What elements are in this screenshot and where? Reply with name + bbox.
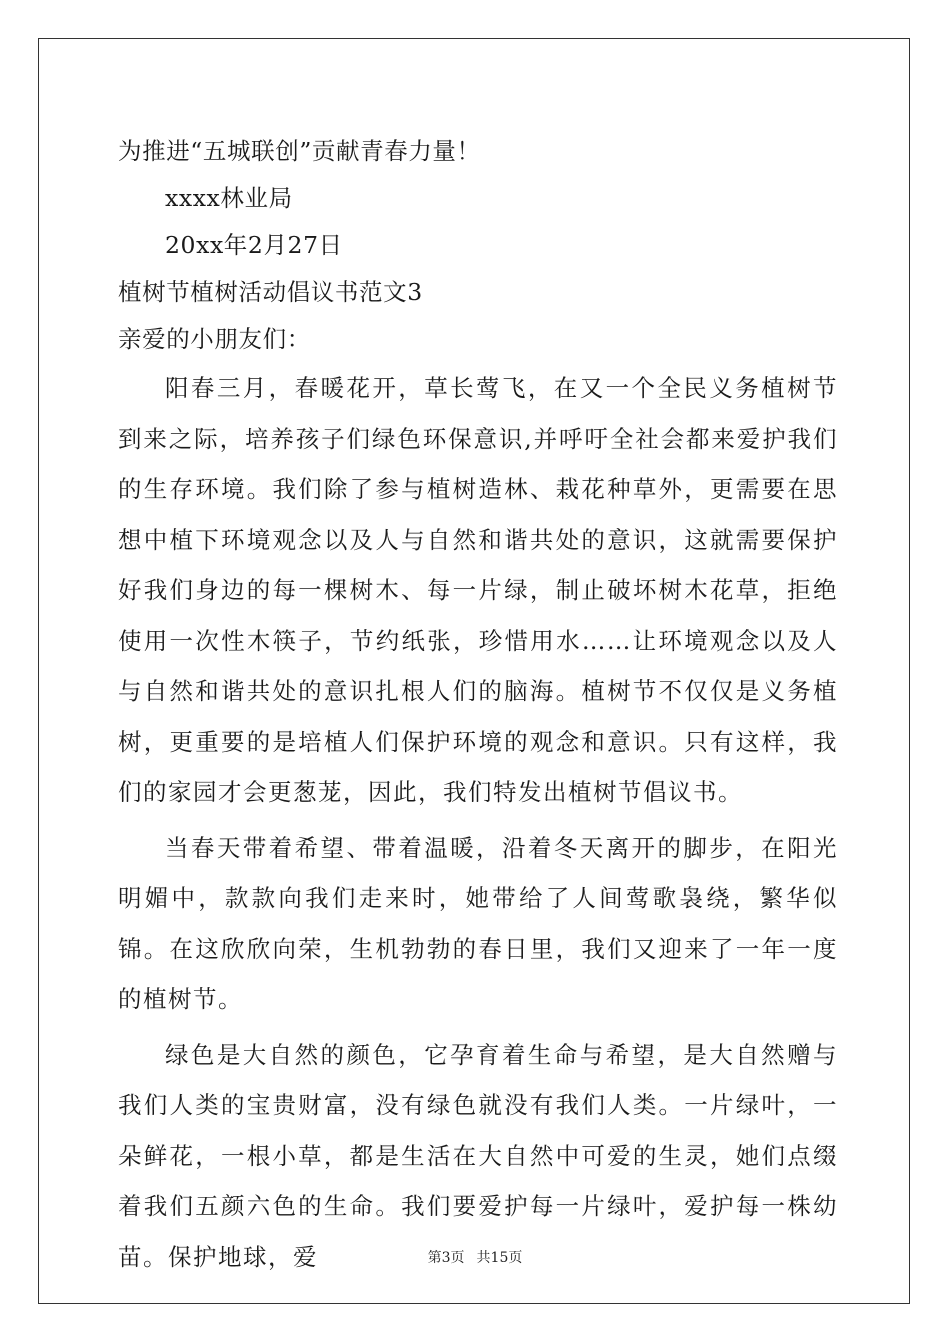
body-paragraph: 绿色是大自然的颜色，它孕育着生命与希望，是大自然赠与我们人类的宝贵财富，没有绿色就没有我们人类。一片绿叶，一朵鲜花，一根小草，都是生活在大自然中可爱的生灵，她们点缀着我们五颜六色的生命。我们要爱护每一片绿叶，爱护每一株幼苗。保护地球，爱 [118,1040,838,1271]
body-paragraph: 当春天带着希望、带着温暖，沿着冬天离开的脚步，在阳光明媚中，款款向我们走来时，她带给了人间莺歌袅绕，繁华似锦。在这欣欣向荣，生机勃勃的春日里，我们又迎来了一年一度的植树节。 [118,833,838,1013]
page-total: 共15页 [476,1250,523,1266]
date-line: 20xx年2月27日 [165,231,343,259]
closing-line: 为推进“五城联创”贡献青春力量！ [118,137,481,165]
greeting-line: 亲爱的小朋友们： [118,325,311,353]
page-number: 第3页 [427,1250,465,1266]
signature-line: xxxx林业局 [165,184,293,212]
page-footer [0,1247,950,1267]
document-body [118,128,838,1287]
section-title: 植树节植树活动倡议书范文3 [118,278,423,306]
body-paragraph: 阳春三月，春暖花开，草长莺飞，在又一个全民义务植树节到来之际，培养孩子们绿色环保意识,并呼吁全社会都来爱护我们的生存环境。我们除了参与植树造林、栽花种草外，更需要在思想中植下环境观念以及人与自然和谐共处的意识，这就需要保护好我们身边的每一棵树木、每一片绿，制止破坏树木花草，拒绝使用一次性木筷子，节约纸张，珍惜用水……让环境观念以及人与自然和谐共处的意识扎根人们的脑海。植树节不仅仅是义务植树，更重要的是培植人们保护环境的观念和意识。只有这样，我们的家园才会更葱茏，因此，我们特发出植树节倡议书。 [118,374,838,806]
